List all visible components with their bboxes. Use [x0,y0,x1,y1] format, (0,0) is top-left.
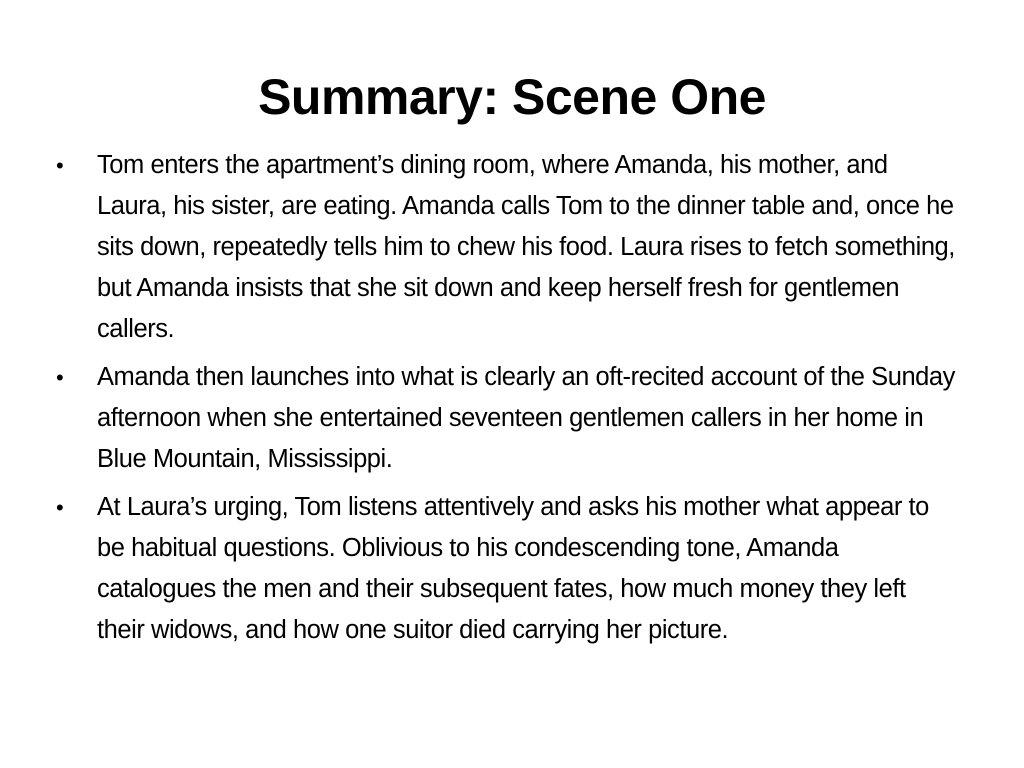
bullet-item [56,145,956,350]
bullet-marker: • [56,365,64,390]
bullet-item [56,487,956,651]
bullet-text: At Laura’s urging, Tom listens attentively and asks his mother what appear to be habitual questions. Oblivious to his condescending tone, Amanda catalogues the men and their subsequent fates, how much money they left their widows, and how one suitor died carrying her picture. [97,493,929,644]
bullet-marker: • [56,153,64,178]
bullet-text: Amanda then launches into what is clearly an oft-recited account of the Sunday afternoon when she entertained seventeen gentlemen callers in her home in Blue Mountain, Mississippi. [97,363,955,473]
bullet-list [56,145,956,658]
slide-title: Summary: Scene One [258,69,766,125]
bullet-item [56,357,956,480]
bullet-marker: • [56,495,64,520]
bullet-text: Tom enters the apartment’s dining room, where Amanda, his mother, and Laura, his sister, are eating. Amanda calls Tom to the dinner table and, once he sits down, repeatedly tells him to chew his food. Laura rises to fetch something, but Amanda insists that she sit down and keep herself fresh for gentlemen callers. [97,151,955,343]
